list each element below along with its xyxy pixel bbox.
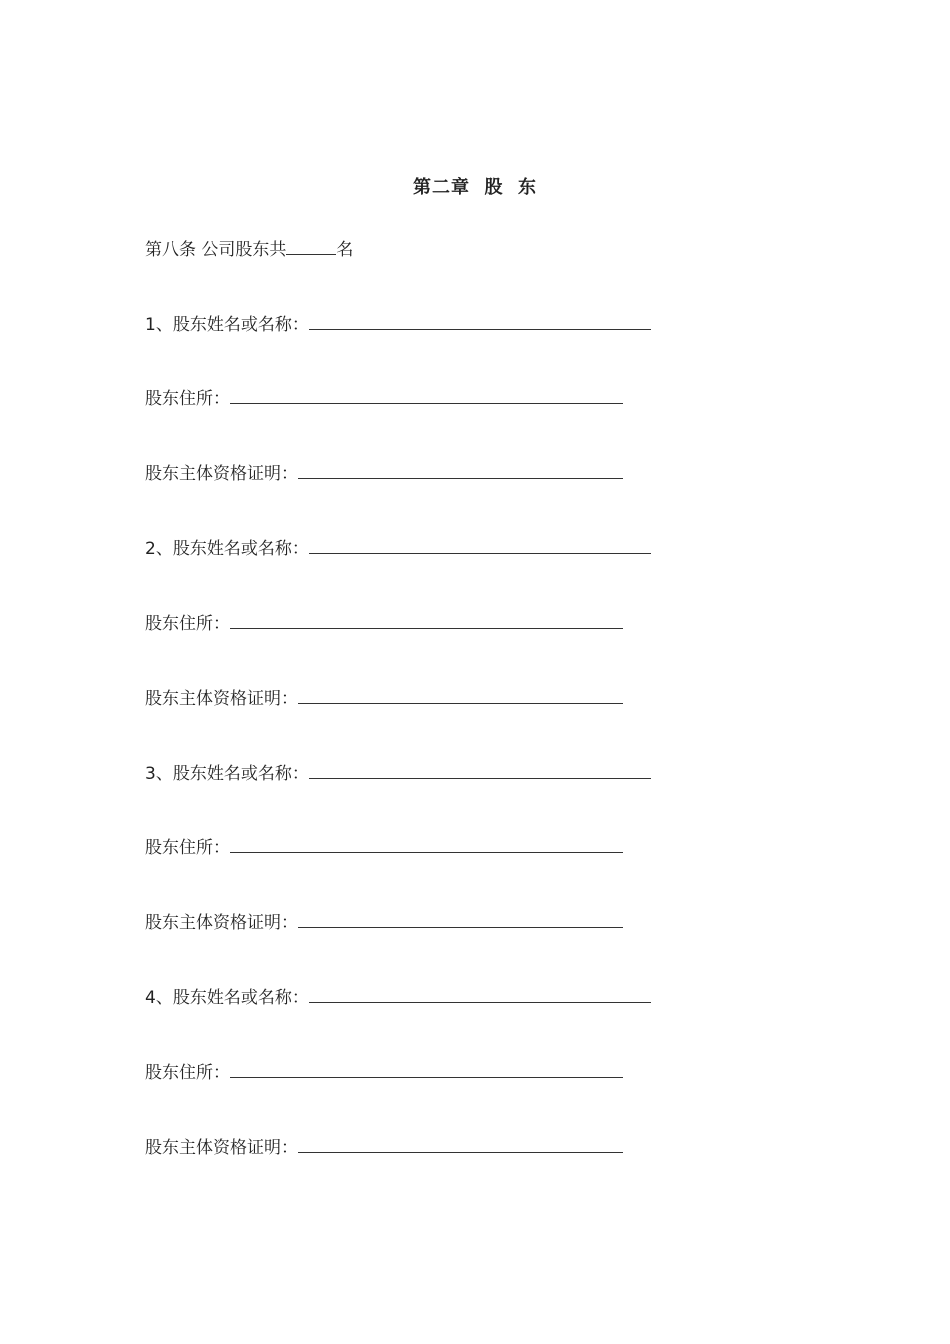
shareholder-count-blank[interactable] [286,236,336,255]
shareholder-address-label: 股东住所： [145,389,230,409]
shareholder-address-blank[interactable] [230,610,623,629]
shareholder-cert-label: 股东主体资格证明： [145,1138,298,1158]
shareholder-name-blank[interactable] [309,311,651,330]
article-8-suffix: 名 [336,240,354,260]
shareholder-4-address-row [145,1059,623,1085]
shareholder-2-name-row [145,535,651,561]
shareholder-address-label: 股东住所： [145,838,230,858]
shareholder-cert-label: 股东主体资格证明： [145,464,298,484]
shareholder-1-cert-row [145,460,623,486]
shareholder-1-name-row [145,311,651,337]
shareholder-3-address-row [145,834,623,860]
shareholder-address-blank[interactable] [230,1059,623,1078]
shareholder-name-label: 1、股东姓名或名称： [145,315,309,335]
shareholder-address-label: 股东住所： [145,614,230,634]
shareholder-name-label: 3、股东姓名或名称： [145,764,309,784]
shareholder-address-blank[interactable] [230,834,623,853]
shareholder-name-blank[interactable] [309,760,651,779]
shareholder-cert-blank[interactable] [298,909,623,928]
shareholder-3-cert-row [145,909,623,935]
shareholder-cert-blank[interactable] [298,460,623,479]
shareholder-name-label: 4、股东姓名或名称： [145,988,309,1008]
shareholder-2-address-row [145,610,623,636]
shareholder-cert-blank[interactable] [298,685,623,704]
shareholder-2-cert-row [145,685,623,711]
shareholder-4-name-row [145,984,651,1010]
shareholder-name-blank[interactable] [309,984,651,1003]
shareholder-address-label: 股东住所： [145,1063,230,1083]
shareholder-cert-label: 股东主体资格证明： [145,913,298,933]
shareholder-cert-label: 股东主体资格证明： [145,689,298,709]
shareholder-3-name-row [145,760,651,786]
shareholder-address-blank[interactable] [230,385,623,404]
article-8-line [145,236,353,262]
shareholder-name-label: 2、股东姓名或名称： [145,539,309,559]
shareholder-name-blank[interactable] [309,535,651,554]
shareholder-1-address-row [145,385,623,411]
shareholder-cert-blank[interactable] [298,1134,623,1153]
article-8-prefix: 第八条 公司股东共 [145,240,287,260]
shareholder-4-cert-row [145,1134,623,1160]
chapter-title: 第二章 股 东 [412,177,538,198]
